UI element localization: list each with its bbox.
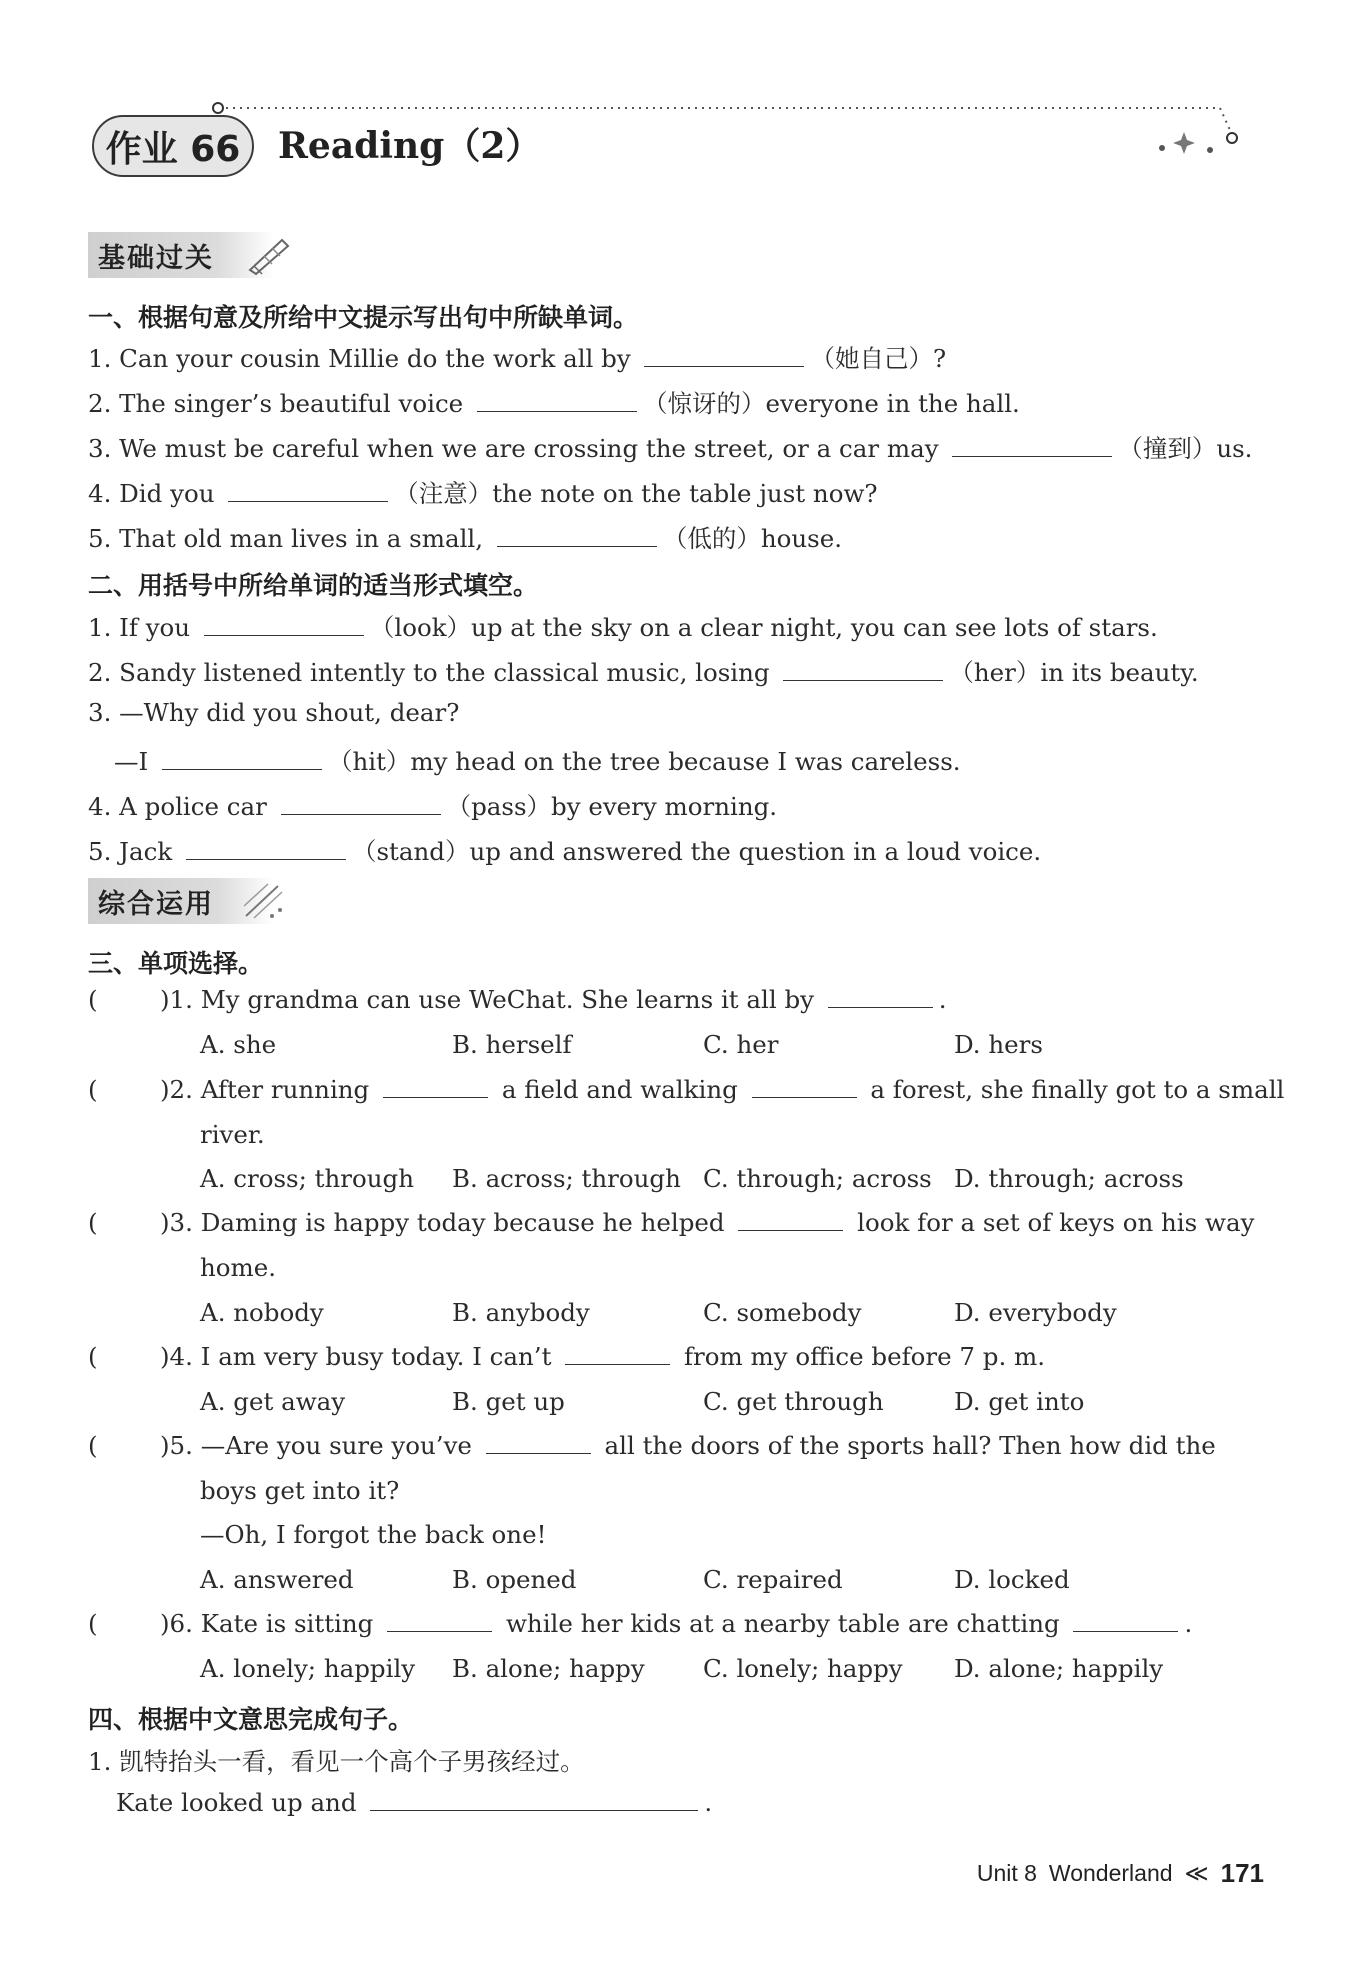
part1-q2: 2. The singer’s beautiful voice （惊讶的）everyone in the hall. <box>88 389 1020 418</box>
mc-q5: )5. —Are you sure you’ve all the doors of the sports hall? Then how did the <box>160 1431 1216 1460</box>
mc-q1-option-d[interactable]: D. hers <box>954 1030 1043 1059</box>
answer-blank <box>387 1630 492 1632</box>
part1-q3: 3. We must be careful when we are crossing the street, or a car may （撞到）us. <box>88 434 1253 463</box>
unit-label: Unit 8 <box>976 1860 1037 1886</box>
mc-q5-continued: boys get into it? <box>200 1476 400 1505</box>
answer-blank[interactable] <box>644 365 804 367</box>
mc-q4-option-d[interactable]: D. get into <box>954 1387 1085 1416</box>
mc-q1: )1. My grandma can use WeChat. She learns it all by . <box>160 985 947 1014</box>
mc-q3-option-b[interactable]: B. anybody <box>452 1298 590 1327</box>
mc-q3-option-a[interactable]: A. nobody <box>200 1298 324 1327</box>
mc-q6-option-d[interactable]: D. alone; happily <box>954 1654 1164 1683</box>
answer-blank <box>383 1096 488 1098</box>
part2-q2: 2. Sandy listened intently to the classical music, losing （her）in its beauty. <box>88 658 1199 687</box>
answer-blank[interactable] <box>186 858 346 860</box>
mc-q5-option-b[interactable]: B. opened <box>452 1565 577 1594</box>
mc-q3: )3. Daming is happy today because he helped look for a set of keys on his way <box>160 1208 1255 1237</box>
page-title: Reading（2） <box>278 125 542 167</box>
answer-blank[interactable] <box>497 545 657 547</box>
part1-heading: 一、根据句意及所给中文提示写出句中所缺单词。 <box>88 303 639 332</box>
mc-q3-continued: home. <box>200 1253 277 1282</box>
answer-blank[interactable] <box>204 634 364 636</box>
part2-q4: 4. A police car （pass）by every morning. <box>88 792 778 821</box>
mc-q6-option-a[interactable]: A. lonely; happily <box>200 1654 416 1683</box>
mc-q1-option-b[interactable]: B. herself <box>452 1030 572 1059</box>
mc-q2-continued: river. <box>200 1120 265 1149</box>
mc-q5-option-d[interactable]: D. locked <box>954 1565 1070 1594</box>
answer-blank <box>828 1006 933 1008</box>
answer-blank[interactable] <box>477 410 637 412</box>
pencil-icon <box>244 234 292 276</box>
homework-number-badge: 作业 66 <box>92 115 254 177</box>
mc-q1-option-a[interactable]: A. she <box>200 1030 277 1059</box>
answer-blank <box>565 1363 670 1365</box>
answer-blank[interactable] <box>228 500 388 502</box>
page-number: 171 <box>1220 1858 1264 1888</box>
part2-q1: 1. If you （look）up at the sky on a clear night, you can see lots of stars. <box>88 613 1158 642</box>
part1-q5: 5. That old man lives in a small, （低的）house. <box>88 524 842 553</box>
answer-blank <box>752 1096 857 1098</box>
section-tag-label: 基础过关 <box>98 242 214 274</box>
answer-blank <box>486 1452 591 1454</box>
answer-paren[interactable]: ( <box>88 1075 98 1104</box>
mc-q6-option-c[interactable]: C. lonely; happy <box>703 1654 903 1683</box>
mc-q6-option-b[interactable]: B. alone; happy <box>452 1654 645 1683</box>
mc-q2-option-a[interactable]: A. cross; through <box>200 1164 414 1193</box>
mc-q4: )4. I am very busy today. I can’t from my office before 7 p. m. <box>160 1342 1046 1371</box>
mc-q3-option-c[interactable]: C. somebody <box>703 1298 862 1327</box>
mc-q4-option-a[interactable]: A. get away <box>200 1387 346 1416</box>
mc-q5-reply: —Oh, I forgot the back one! <box>200 1520 547 1549</box>
answer-blank[interactable] <box>952 455 1112 457</box>
answer-paren[interactable]: ( <box>88 1208 98 1237</box>
answer-paren[interactable]: ( <box>88 1609 98 1638</box>
part4-q1-chinese: 1. 凯特抬头一看，看见一个高个子男孩经过。 <box>88 1747 585 1776</box>
section-tag-label: 综合运用 <box>98 888 214 920</box>
answer-paren[interactable]: ( <box>88 1431 98 1460</box>
double-chevron-left-icon: ≪ <box>1184 1860 1209 1886</box>
part4-heading: 四、根据中文意思完成句子。 <box>88 1705 414 1734</box>
sparkle-icon <box>238 880 288 922</box>
mc-q3-option-d[interactable]: D. everybody <box>954 1298 1117 1327</box>
part1-q4: 4. Did you （注意）the note on the table just now? <box>88 479 878 508</box>
part4-q1-english: Kate looked up and . <box>116 1788 713 1817</box>
answer-paren[interactable]: ( <box>88 985 98 1014</box>
mc-q1-option-c[interactable]: C. her <box>703 1030 779 1059</box>
answer-blank[interactable] <box>783 679 943 681</box>
mc-q5-option-c[interactable]: C. repaired <box>703 1565 843 1594</box>
answer-blank <box>738 1229 843 1231</box>
answer-blank <box>1073 1630 1178 1632</box>
mc-q6: )6. Kate is sitting while her kids at a nearby table are chatting . <box>160 1609 1193 1638</box>
mc-q2-option-d[interactable]: D. through; across <box>954 1164 1184 1193</box>
part2-q5: 5. Jack （stand）up and answered the question in a loud voice. <box>88 837 1042 866</box>
mc-q4-option-b[interactable]: B. get up <box>452 1387 565 1416</box>
mc-q2-option-c[interactable]: C. through; across <box>703 1164 932 1193</box>
part1-q1: 1. Can your cousin Millie do the work all by （她自己）? <box>88 344 947 373</box>
answer-blank[interactable] <box>370 1809 698 1811</box>
answer-blank[interactable] <box>281 813 441 815</box>
mc-q2: )2. After running a field and walking a forest, she finally got to a small <box>160 1075 1285 1104</box>
answer-blank[interactable] <box>162 768 322 770</box>
mc-q5-option-a[interactable]: A. answered <box>200 1565 354 1594</box>
part2-q3-answer: —I （hit）my head on the tree because I was careless. <box>114 747 961 776</box>
part2-heading: 二、用括号中所给单词的适当形式填空。 <box>88 571 539 600</box>
page-footer <box>977 1858 1264 1889</box>
unit-topic: Wonderland <box>1048 1860 1173 1886</box>
answer-paren[interactable]: ( <box>88 1342 98 1371</box>
mc-q4-option-c[interactable]: C. get through <box>703 1387 884 1416</box>
mc-q2-option-b[interactable]: B. across; through <box>452 1164 681 1193</box>
part2-q3: 3. —Why did you shout, dear? <box>88 698 460 727</box>
part3-heading: 三、单项选择。 <box>88 949 264 978</box>
